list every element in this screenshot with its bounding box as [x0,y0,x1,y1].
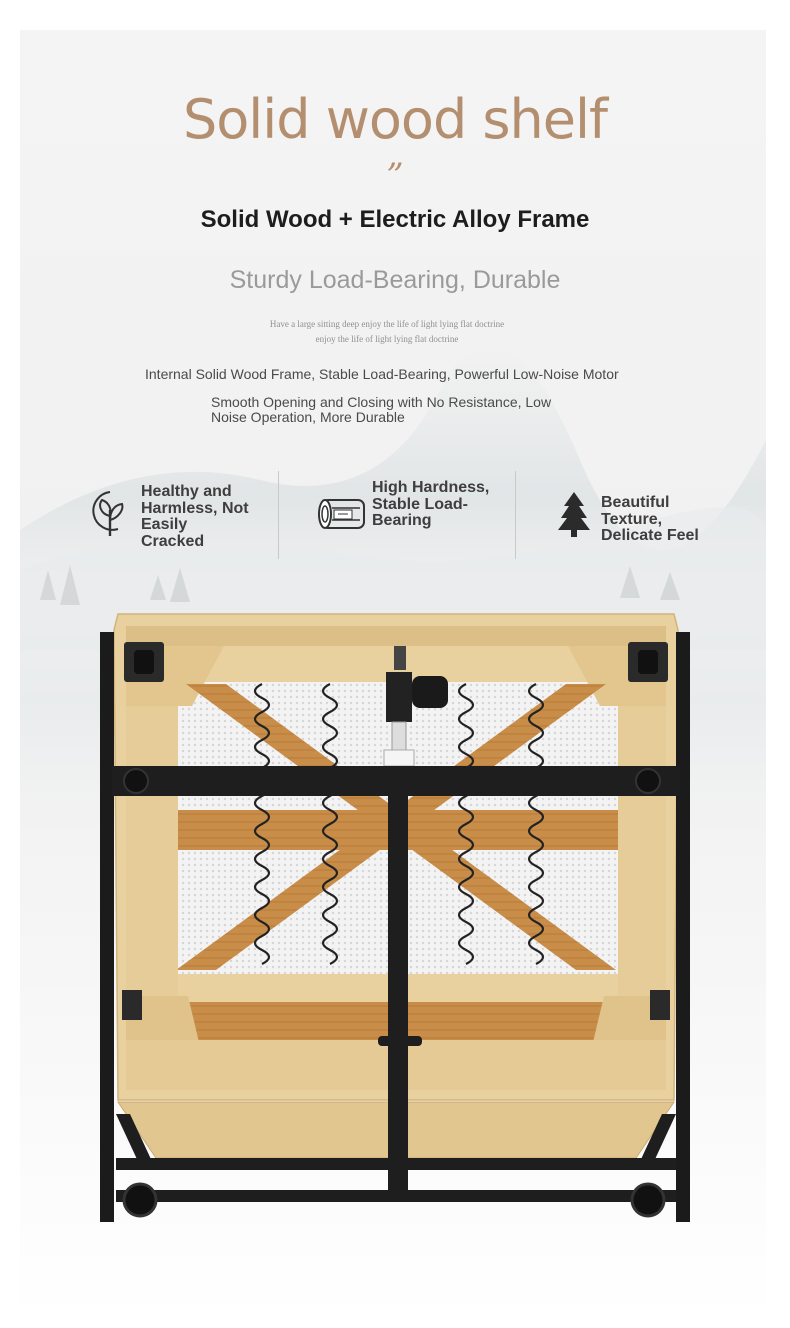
plant-icon [88,488,132,540]
pine-tree-icon [556,490,592,538]
feature-label: Healthy and Harmless, Not Easily Cracked [141,483,249,550]
feature-label: High Hardness, Stable Load-Bearing [372,479,490,529]
subtitle: Solid Wood + Electric Alloy Frame [200,206,590,233]
divider [515,471,516,559]
wood-log-icon [316,496,368,534]
bed-frame-illustration [96,610,696,1226]
small-caption-line-2: enjoy the life of light lying flat doctrine [315,334,459,344]
description-line-1: Internal Solid Wood Frame, Stable Load-Bearing, Powerful Low-Noise Motor [145,366,619,382]
quote-mark: ” [386,156,404,196]
page-title: Solid wood shelf [182,88,608,151]
feature-label: Beautiful Texture, Delicate Feel [601,494,699,544]
description-line-2: Smooth Opening and Closing with No Resistance, Low Noise Operation, More Durable [211,394,552,425]
tagline: Sturdy Load-Bearing, Durable [229,266,561,294]
small-caption-line-1: Have a large sitting deep enjoy the life of light lying flat doctrine [269,319,505,329]
divider [278,471,279,559]
